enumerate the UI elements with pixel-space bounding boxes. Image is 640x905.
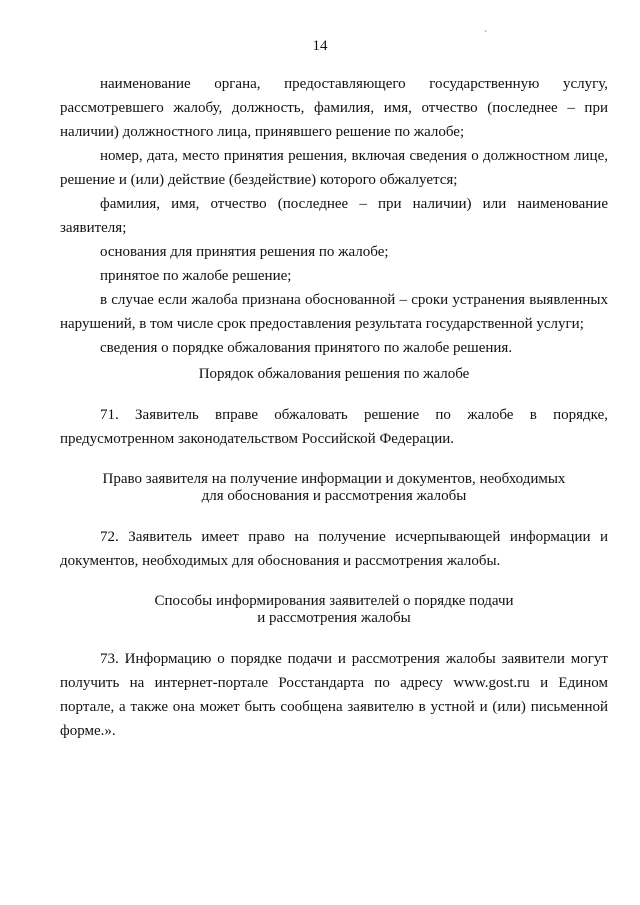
paragraph-decision-taken: принятое по жалобе решение; xyxy=(100,268,292,284)
document-body xyxy=(60,72,608,743)
scan-mark: ˋ xyxy=(484,30,488,41)
paragraph-applicant-name: фамилия, имя, отчество (последнее – при наличии) или наименование заявителя; xyxy=(60,196,608,236)
paragraph-decision-number: номер, дата, место принятия решения, включая сведения о должностном лице, решение и (или) действие (бездействие) которого обжалуется; xyxy=(60,148,608,188)
heading-informing-methods-line1: Способы информирования заявителей о порядке подачи xyxy=(154,593,514,609)
heading-right-to-information-line2: для обоснования и рассмотрения жалобы xyxy=(201,488,467,504)
paragraph-73: 73. Информацию о порядке подачи и рассмотрения жалобы заявители могут получить на интернет-портале Росстандарта по адресу www.gost.ru и Едином портале, а также она может быть сообщена заявителю в устной и (или) письменной форме.». xyxy=(60,651,608,739)
page-number: 14 xyxy=(312,38,328,54)
heading-appeal-procedure: Порядок обжалования решения по жалобе xyxy=(198,366,470,382)
heading-right-to-information-line1: Право заявителя на получение информации и документов, необходимых xyxy=(102,471,566,487)
paragraph-71: 71. Заявитель вправе обжаловать решение по жалобе в порядке, предусмотренном законодательством Российской Федерации. xyxy=(60,407,608,447)
paragraph-appeal-procedure: сведения о порядке обжалования принятого по жалобе решения. xyxy=(100,340,513,356)
paragraph-violation-deadlines: в случае если жалоба признана обоснованной – сроки устранения выявленных нарушений, в том числе срок предоставления результата государственной услуги; xyxy=(60,292,608,332)
paragraph-decision-grounds: основания для принятия решения по жалобе; xyxy=(100,244,389,260)
paragraph-authority-name: наименование органа, предоставляющего государственную услугу, рассмотревшего жалобу, должность, фамилия, имя, отчество (последнее – при наличии) должностного лица, принявшего решение по жалобе; xyxy=(60,76,608,140)
heading-informing-methods-line2: и рассмотрения жалобы xyxy=(257,610,411,626)
paragraph-72: 72. Заявитель имеет право на получение исчерпывающей информации и документов, необходимых для обоснования и рассмотрения жалобы. xyxy=(60,529,608,569)
